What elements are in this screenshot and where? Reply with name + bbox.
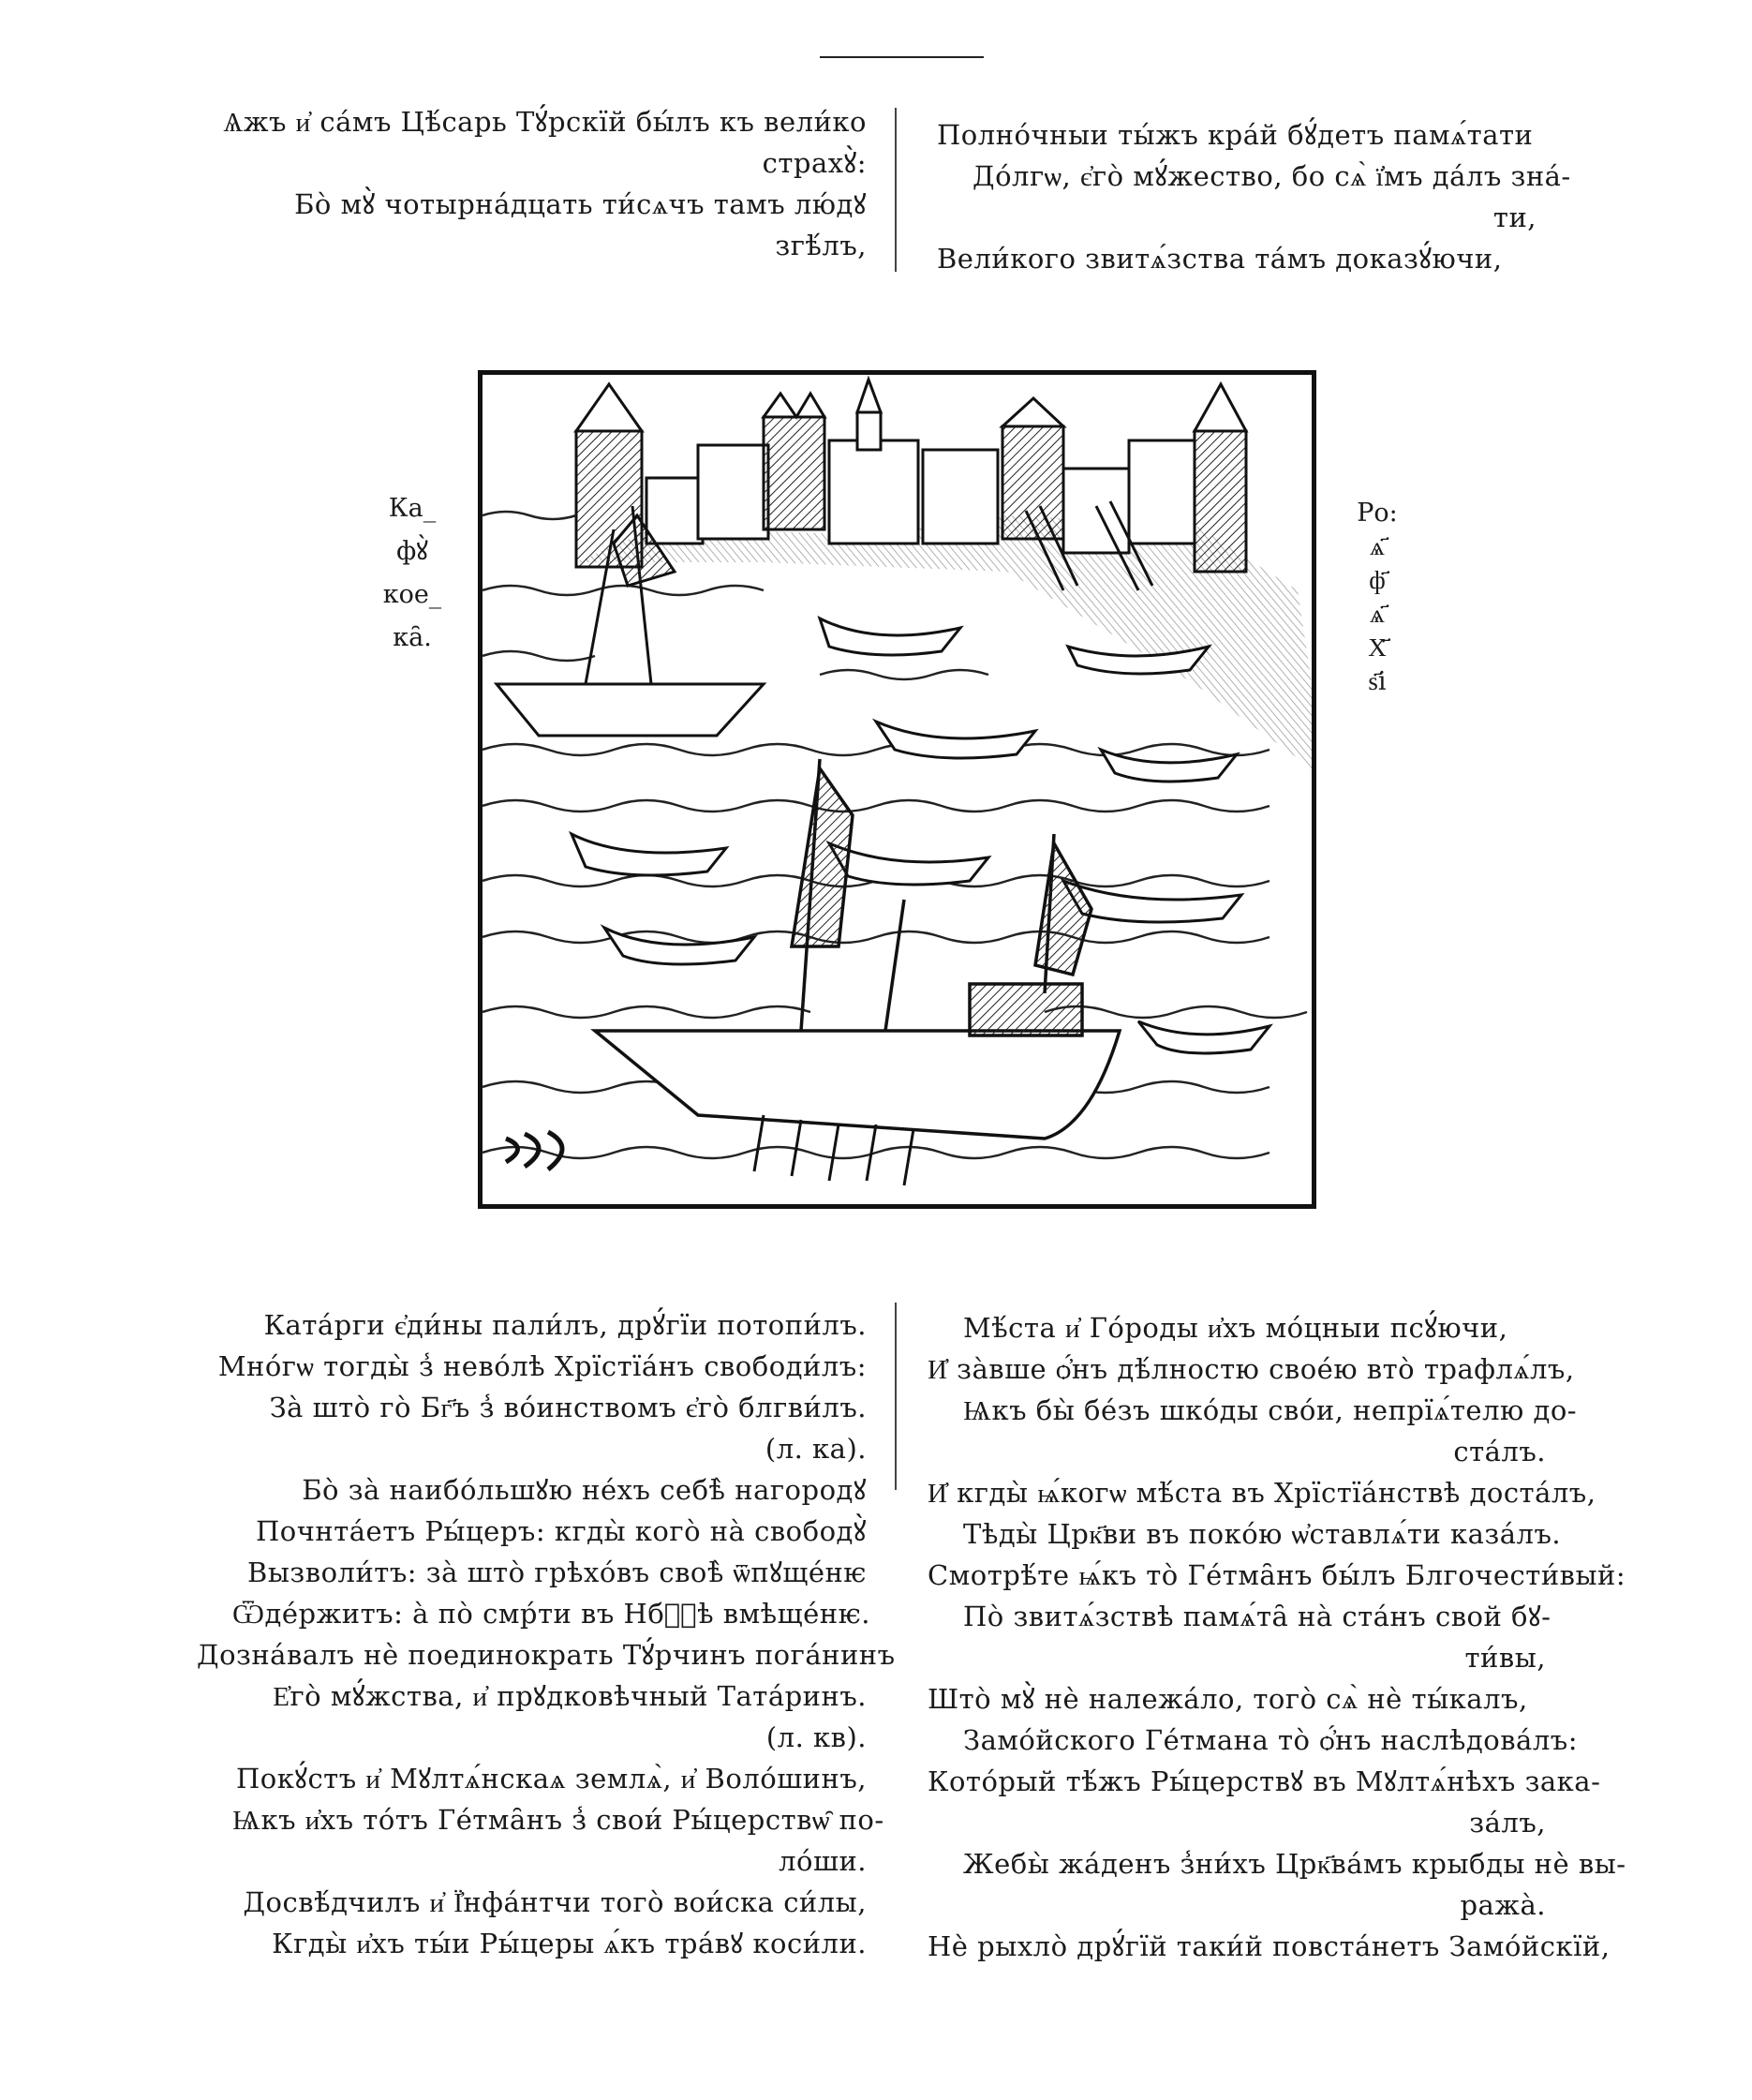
margin-note-line: ѕ҃і (1368, 667, 1387, 696)
verse-line: Мно́гѡ тогды̀ з̾ нево́лѣ Хрїстїа́нъ свободи́лъ: (217, 1350, 867, 1382)
verse-line: Ѩкъ и҆хъ то́тъ Ге́тма̑нъ з̾ свои́ Ры́церствѡ̑ по- (232, 1804, 884, 1836)
verse-line: До́лгѡ, є҆го̀ мꙋ́жество, бо сѧ̀ ї҆мъ да́лъ зна́- (973, 160, 1571, 192)
margin-note-line: ѧ҃ (1370, 600, 1385, 629)
verse-line: Тѣды̀ Црк҃ви въ поко́ю ѡ҆ставлѧ́ти каза́лъ. (963, 1518, 1562, 1550)
verse-line: ти, (1492, 201, 1537, 233)
margin-note-line: Ро: (1357, 499, 1398, 528)
verse-line: Ката́рги є҆ди́ны пали́лъ, дрꙋ́гїи потопи́лъ. (263, 1309, 867, 1341)
verse-line: Бо̀ мꙋ̀ чотырнáдцать ти́сѧчъ тамъ лю́дꙋ (294, 188, 867, 220)
verse-line: Бо̀ за̀ наибо́льшꙋю не́хъ себѣ̀ нагородꙋ (302, 1474, 867, 1506)
verse-line: Е҆го̀ мꙋ́жства, и҆ прꙋдковѣчный Тата́ринъ. (273, 1680, 867, 1712)
woodcut-illustration (478, 370, 1316, 1209)
verse-bottom-right (928, 1307, 1626, 1967)
margin-note-line: Ка_ (388, 494, 437, 523)
verse-line: Кото́рый тѣ́жъ Ры́церствꙋ въ Мꙋлтѧ́нѣхъ зака- (928, 1765, 1601, 1797)
verse-line: Жебы̀ жа́денъ з̾ни́хъ Црк҃ва́мъ крыбды нѐ вы- (963, 1848, 1626, 1880)
verse-line: Покꙋ́стъ и҆ Мꙋлтѧ́нскаѧ землѧ̀, и҆ Воло́шинъ, (235, 1763, 867, 1795)
verse-line: згѣ́лъ, (775, 230, 867, 261)
verse-line: ти́вы, (1464, 1642, 1546, 1674)
top-rule (820, 56, 984, 58)
column-divider-bottom (895, 1303, 897, 1490)
margin-note-line: ѧ҃ (1370, 532, 1385, 561)
margin-note-left (370, 487, 454, 660)
verse-line: Нѐ рыхло̀ дрꙋ́гїй таки́й повста́нетъ Замо́йскїй, (928, 1930, 1611, 1962)
verse-top-right (937, 114, 1571, 279)
margin-note-line: Х҃ (1368, 633, 1387, 663)
margin-note-line: фꙋ̀ (396, 537, 428, 566)
verse-line: за́лъ, (1469, 1807, 1546, 1839)
margin-note-right (1344, 497, 1410, 699)
verse-line: (л. ка). (765, 1433, 867, 1465)
verse-top-left (187, 101, 867, 266)
verse-line: И҆ за̀вше ѻ҆́нъ дѣ́лностю свое́ю вто̀ трафлѧ́лъ, (928, 1353, 1575, 1385)
verse-line: (л. кв). (765, 1721, 867, 1753)
margin-note-line: ф҃ (1369, 566, 1386, 595)
column-divider-top (895, 108, 897, 272)
verse-line: Ѿде́ржитъ: а̀ по̀ смр́ти въ Нбⷭ҇ѣ вмѣще́нѥ. (232, 1598, 871, 1630)
verse-line: Дозна́валъ нѐ поединократь Тꙋ́рчинъ пога́нинъ (197, 1639, 896, 1671)
verse-line: ло́ши. (779, 1845, 867, 1877)
verse-line: Досвѣ́дчилъ и҆ Ї҆нфа́нтчи того̀ вои́ска си́лы, (243, 1886, 867, 1918)
verse-line: Смотрѣ́те ѩ́къ то̀ Ге́тма̑нъ бы́лъ Блгочести́вый: (928, 1559, 1626, 1591)
verse-line: Ѩкъ бы̀ бе́зъ шко́ды сво́и, непрїѧ́телю до- (963, 1394, 1578, 1426)
margin-note-line: ка̑. (393, 623, 432, 652)
verse-line: Вели́кого звитѧ́зства та́мъ доказꙋ́ючи, (937, 243, 1503, 275)
verse-line: Вызволи́тъ: за̀ што̀ грѣхо́въ своѣ̀ ѿпꙋще́нѥ (247, 1556, 867, 1588)
verse-line: За̀ што̀ го̀ Бг҃ъ з̾ во́инствомъ є҆го̀ блгви́лъ. (269, 1392, 867, 1423)
verse-line: ража̀. (1460, 1889, 1546, 1921)
verse-line: И҆ кгды̀ ѩ́когѡ мѣ́ста въ Хрїстїа́нствѣ доста́лъ, (928, 1477, 1596, 1509)
verse-line: По̀ звитѧ́зствѣ памѧ́та̑ на̀ ста́нъ свой бꙋ- (963, 1601, 1552, 1632)
verse-line: Замо́йского Ге́тмана то̀ ѻ҆́нъ наслѣдова́лъ: (963, 1724, 1578, 1756)
verse-line: Мѣ́ста и҆ Го́роды и҆хъ мо́цныи псꙋ́ючи, (963, 1312, 1508, 1344)
woodcut-naval-battle-svg (483, 375, 1312, 1204)
margin-note-line: кое_ (382, 580, 442, 609)
verse-bottom-left (197, 1304, 896, 1964)
verse-line: Почнта́етъ Ры́церъ: кгды̀ кого̀ на̀ свободꙋ̀ (255, 1515, 867, 1547)
verse-line: страхꙋ̀: (762, 147, 867, 179)
verse-line: ста́лъ. (1453, 1436, 1546, 1467)
verse-line: Ѧжъ и҆ са́мъ Цѣ́сарь Тꙋ́рскїй бы́лъ къ вели́ко (223, 106, 867, 138)
verse-line: Кгды̀ и҆хъ ты́и Ры́церы ѧ́къ тра́вꙋ коси́ли. (272, 1928, 867, 1959)
verse-line: Полно́чныи ты́жъ кра́й бꙋ́детъ памѧ́тати (937, 119, 1534, 151)
verse-line: Што̀ мꙋ̀ нѐ належа́ло, того̀ сѧ̀ нѐ ты́калъ, (928, 1683, 1528, 1715)
